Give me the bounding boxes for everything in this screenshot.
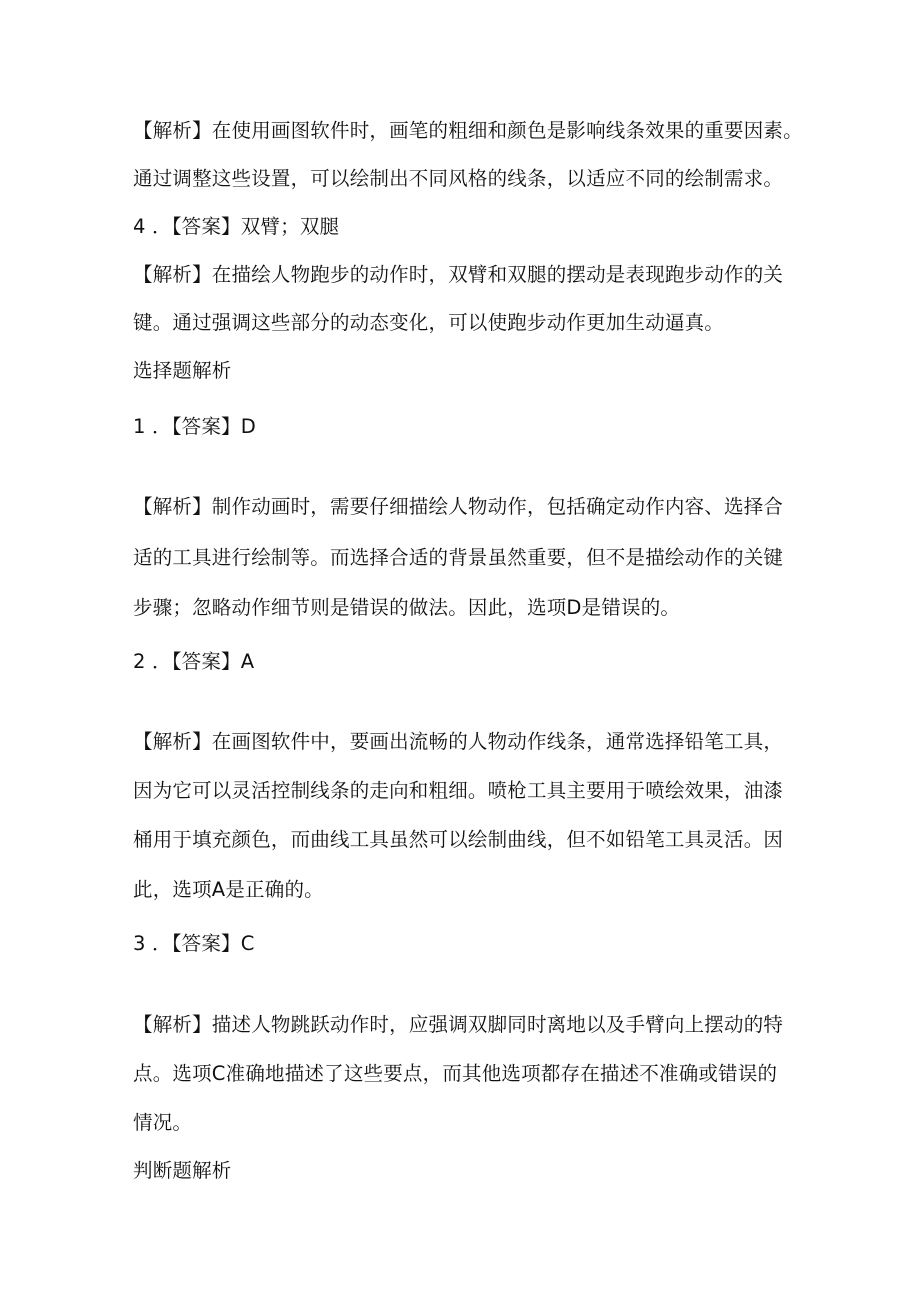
- section-heading: 判断题解析: [133, 1159, 232, 1182]
- text-line: 桶用于填充颜色，而曲线工具虽然可以绘制曲线，但不如铅笔工具灵活。因: [133, 828, 784, 851]
- text-line: 通过调整这些设置，可以绘制出不同风格的线条，以适应不同的绘制需求。: [133, 167, 784, 190]
- text-line: 点。选项C准确地描述了这些要点，而其他选项都存在描述不准确或错误的: [133, 1062, 778, 1085]
- text-line: 步骤；忽略动作细节则是错误的做法。因此，选项D是错误的。: [133, 596, 681, 619]
- text-line: 【解析】描述人物跳跃动作时，应强调双脚同时离地以及手臂向上摆动的特: [133, 1013, 784, 1036]
- text-line: 适的工具进行绘制等。而选择合适的背景虽然重要，但不是描绘动作的关键: [133, 546, 784, 569]
- text-line: 【解析】在使用画图软件时，画笔的粗细和颜色是影响线条效果的重要因素。: [133, 119, 803, 142]
- text-line: 因为它可以灵活控制线条的走向和粗细。喷枪工具主要用于喷绘效果，油漆: [133, 779, 784, 802]
- text-line: 此，选项A是正确的。: [133, 878, 324, 901]
- text-line: 【解析】制作动画时，需要仔细描绘人物动作，包括确定动作内容、选择合: [133, 495, 784, 518]
- section-heading: 选择题解析: [133, 359, 232, 382]
- text-line: 【解析】在描绘人物跑步的动作时，双臂和双腿的摆动是表现跑步动作的关: [133, 263, 784, 286]
- answer-line-3: 3 ．【答案】C: [133, 932, 255, 955]
- answer-line-4: 4 ．【答案】双臂；双腿: [133, 215, 340, 238]
- text-line: 【解析】在画图软件中，要画出流畅的人物动作线条，通常选择铅笔工具，: [133, 730, 784, 753]
- answer-line-1: 1 ．【答案】D: [133, 415, 256, 438]
- text-line: 情况。: [133, 1111, 193, 1134]
- text-line: 键。通过强调这些部分的动态变化，可以使跑步动作更加生动逼真。: [133, 311, 725, 334]
- answer-line-2: 2 ．【答案】A: [133, 650, 255, 673]
